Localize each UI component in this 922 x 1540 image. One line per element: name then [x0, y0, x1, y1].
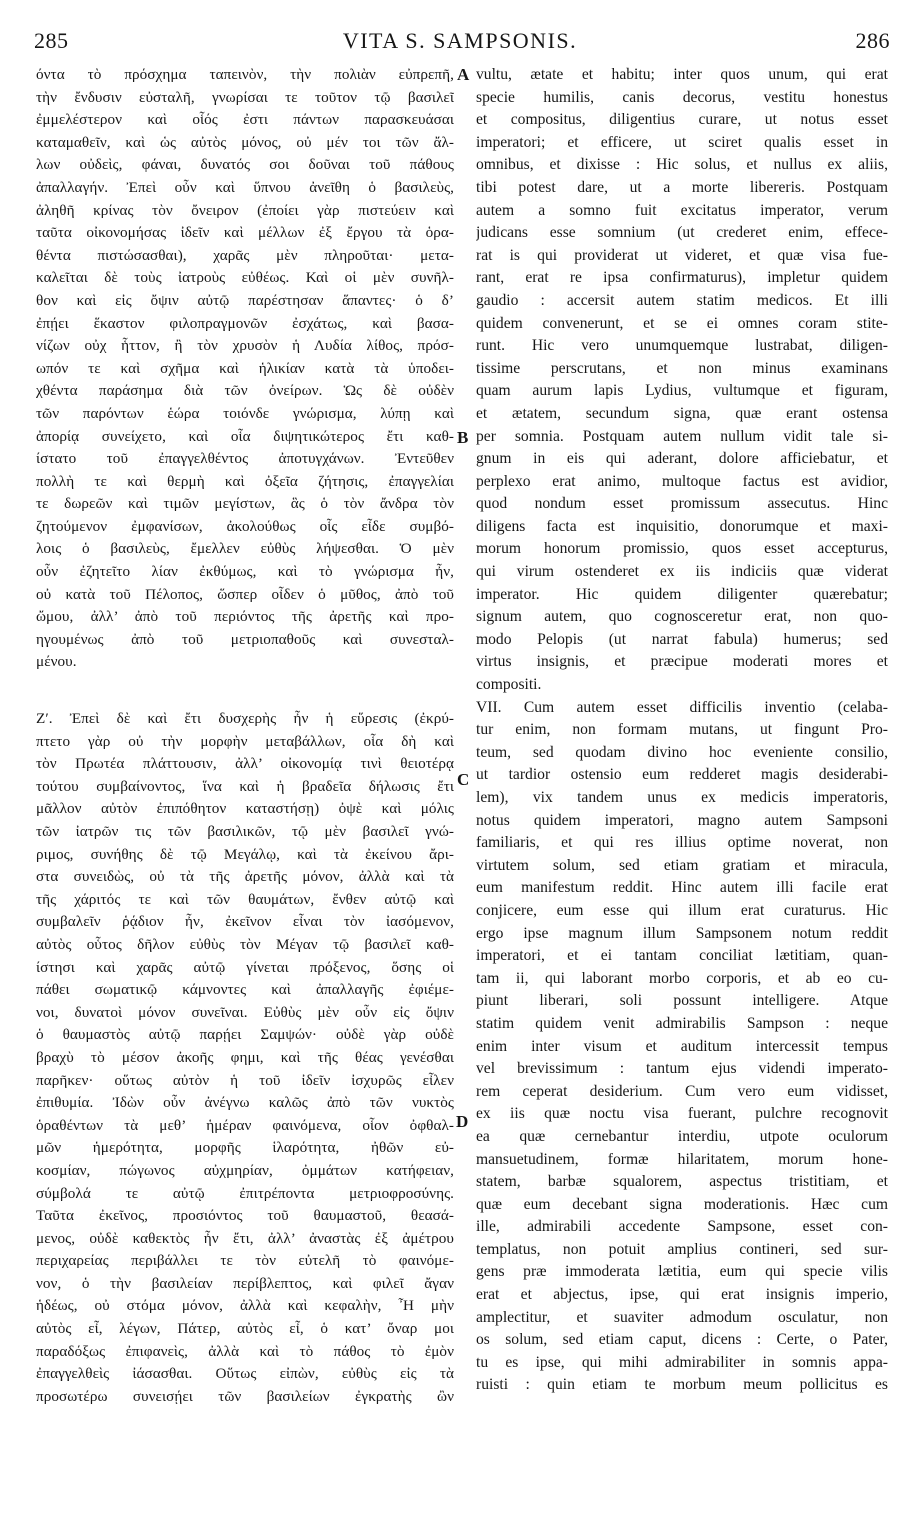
text-line: gens præ immoderata lætitia, eum qui specie vilis: [476, 1263, 888, 1281]
text-line: τῆς χάριτός τε καὶ τῶν θαυμάτων, ἔνθεν αὐτῷ καὶ: [36, 890, 454, 908]
text-line: ruisti : quin etiam te morbum meum pollicitus es: [476, 1376, 888, 1394]
text-line: lem), vix tandem unus ex medicis imperatoris,: [476, 789, 888, 806]
text-line: tu es ipse, qui mihi admirabiliter in somnis appa-: [476, 1353, 888, 1371]
text-line: ριμος, συνήθης δὲ τῷ Μεγάλῳ, καὶ τὰ ἐκείνου ἄρι-: [36, 845, 454, 863]
text-line: gaudio : accersit autem statim medicos. Et illi: [476, 291, 888, 309]
text-line: quidem convenerunt, et se ei omnes coram stite-: [476, 314, 888, 332]
text-line: runt. Hic vero unumquemque lustrabat, diligen-: [476, 337, 888, 355]
text-line: τούτου συμβαίνοντος, ἵνα καὶ ἡ βραδεῖα δήλωσις ἔτι: [36, 777, 454, 795]
text-line: amplectitur, et suaviter admodum osculatur, non: [476, 1308, 888, 1326]
text-line: rat is qui providerat ut videret, et quæ visa fue-: [476, 246, 888, 264]
text-line: vultu, ætate et habitu; inter quos unum, qui erat: [476, 66, 888, 83]
text-line: compositi.: [476, 676, 542, 694]
page-number-left: 285: [34, 28, 69, 53]
text-line: specie humilis, canis decorus, vestitu honestus: [476, 88, 888, 106]
text-line: quam aurum lapis Lydius, vultumque et figuram,: [476, 382, 888, 400]
text-line: θον καὶ εἰς ὄψιν αὐτῷ παρέστησαν ἅπαντες· ὁ δ’: [36, 291, 454, 309]
text-line: judicans esse somnium (ut crederet enim, effece-: [476, 224, 888, 242]
text-line: ταῦτα οἰκονομήσας ἰδεῖν καὶ μέλλων ἐξ ἔργου τὰ ὁρα-: [36, 224, 454, 242]
text-line: αὐτὸς οὗτος δῆλον εὐθὺς τὸν Μέγαν τῷ βασιλεῖ καθ-: [36, 935, 454, 953]
text-line: imperatori; et efficere, ut sciret qualis esset in: [476, 133, 888, 151]
text-line: erat et abjectus, ipse, qui erat insignis imperio,: [476, 1286, 888, 1304]
text-line: qui virum ostenderet ex iis indiciis quæ viderat: [476, 563, 888, 581]
text-line: ἐπαγγελθεὶς ἰάσασθαι. Οὕτως εἰπὼν, εὐθὺς εἰς τὰ: [36, 1365, 454, 1383]
text-line: ὁ θαυμαστὸς αὐτῷ παρῄει Σαμψών· οὐδὲ γὰρ οὐδὲ: [36, 1026, 454, 1044]
text-line: signum autem, quo cognosceretur erat, non quo-: [476, 608, 888, 626]
text-line: ex iis quæ noctu visa fuerant, pulchre recognovit: [476, 1105, 888, 1123]
text-line: perplexo erat animo, multoque factus est avidior,: [476, 472, 888, 490]
text-line: αὐτὸς εἶ, λέγων, Πάτερ, αὐτὸς εἶ, ὁ κατ’ ὄναρ μοι: [36, 1320, 454, 1338]
text-line: rem ceperat desiderium. Cum vero eum vidisset,: [476, 1082, 888, 1100]
text-line: eum manifestum reddit. Hinc autem illi facile erat: [476, 879, 888, 897]
text-line: notus quidem imperatori, magno autem Sampsoni: [476, 811, 888, 829]
text-line: rant, erat re ipsa confirmaturus), impletur quidem: [476, 269, 888, 287]
text-line: autem a somno fuit excitatus imperator, verum: [476, 201, 888, 219]
text-line: omnibus, et dixisse : Hic solus, et nullus ex aliis,: [476, 156, 888, 174]
text-line: πτετο γὰρ οὐ τὴν μορφὴν μεταβάλλων, οἷα δὴ καὶ: [36, 732, 454, 750]
text-line: ηγουμένως ἀπὸ τοῦ μετριοπαθοῦς καὶ συνεσταλ-: [36, 630, 454, 648]
text-line: τὴν ἔνδυσιν εὐσταλῆ, γνωρίσαι τε τοῦτον τῷ βασιλεῖ: [36, 88, 454, 106]
margin-marker-c: C: [457, 770, 470, 789]
text-line: mansuetudinem, formæ hilaritatem, morum hone-: [476, 1150, 888, 1168]
text-line: ergo ipse magnum illum Sampsonem notum reddit: [476, 924, 888, 942]
text-line: modo Pelopis (ut narrat fabula) humerus; sed: [476, 630, 888, 648]
text-line: ille, admirabili accedente Sampsone, esset con-: [476, 1218, 888, 1236]
text-line: et compositus, diligentius curare, ut notus esset: [476, 111, 888, 129]
text-line: diligens facta est inquisitio, donorumque et maxi-: [476, 517, 888, 535]
text-line: συμβαλεῖν ῥᾴδιον ἦν, ἐκεῖνον εἶναι τὸν ἰασόμενον,: [36, 913, 454, 931]
latin-paragraph-2: [476, 697, 888, 1397]
text-line: statim quidem venit admirabilis Sampson : neque: [476, 1014, 888, 1032]
text-line: ἡδέως, οὐ στόμα μόνον, ἀλλὰ καὶ κεφαλὴν, Ἦ μὴν: [36, 1297, 454, 1315]
text-line: ίστησι καὶ χαρᾶς αὐτῷ γίνεται πρόξενος, ὅσης οἱ: [36, 958, 454, 976]
text-line: πολλὴ τε καὶ θερμὴ καὶ ὀξεῖα ζήτησις, ἐπαγγελίαι: [36, 472, 454, 490]
text-line: quod nondum esset promissum assecutus. Hinc: [476, 495, 888, 513]
text-line: τῶν ἰατρῶν τις τῶν βασιλικῶν, τῷ μὲν βασιλεῖ γνώ-: [36, 823, 454, 840]
text-line: καλεῖται δὲ τοὺς ἰατροὺς εὐθέως. Καὶ οἱ μὲν συνῆλ-: [36, 269, 454, 287]
text-line: templatus, non potuit amplius contineri, sed sur-: [476, 1240, 888, 1258]
text-line: πάθει σωματικῷ κάμνοντες καὶ ἀπαλλαγῆς ἐφιέμε-: [36, 981, 454, 999]
text-line: τὸν Πρωτέα πλάττουσιν, ἀλλ’ οἰκονομίᾳ τινὶ θειοτέρᾳ: [36, 755, 454, 773]
text-line: στα συνειδὼς, οὐ τὰ τῆς ἀρετῆς μόνον, ἀλλὰ καὶ τὰ: [36, 868, 454, 886]
text-line: λων οὐδεὶς, φάναι, δυνατός σοι δοῦναι τοῦ πάθους: [36, 156, 454, 174]
text-line: gnum in eis qui aderant, dolore afficiebatur, et: [476, 450, 888, 468]
greek-paragraph-2: [36, 708, 454, 1408]
text-line: όντα τὸ πρόσχημα ταπεινὸν, τὴν πολιὰν εὐπρεπῆ,: [36, 66, 454, 83]
text-line: tibi potest dare, ut a morte libereris. Postquam: [476, 178, 888, 196]
text-line: ὁραθέντων τὰ μεθ’ ἡμέραν φαινόμενα, οἷον ὀφθαλ-: [36, 1116, 454, 1134]
text-line: per somnia. Postquam autem nullum vidit tale si-: [476, 427, 888, 445]
paragraph-gap: [36, 674, 454, 708]
text-line: σύμβολά τε αὐτῷ ἐπιτρέποντα μετριοφροσύνης.: [36, 1184, 454, 1202]
text-line: οὖν ἐζητεῖτο λίαν ἐκθύμως, καὶ τὸ γνώρισμα ἦν,: [36, 563, 454, 581]
text-line: imperator. Hic quidem diligenter quærebatur;: [476, 585, 888, 603]
text-line: ea quæ cernebantur interdiu, utpote oculorum: [476, 1127, 888, 1145]
text-line: tam ii, qui laborant morbo corporis, et ab eo cu-: [476, 969, 888, 987]
text-line: βραχὺ τὸ μέσον ἀκοῆς φημι, καὶ τῆς θέας γενέσθαι: [36, 1048, 454, 1066]
text-line: μῶν ἡμερότητα, μορφῆς ἱλαρότητα, ἠθῶν εὐ-: [36, 1139, 454, 1157]
text-line: νίζων οὐχ ἧττον, ἢ τὸν χρυσὸν ἡ Λυδία λίθος, πρόσ-: [36, 337, 454, 355]
text-line: παρῆκεν· οὕτως αὐτὸν ἡ τοῦ ἰδεῖν ἰσχυρῶς εἶλεν: [36, 1071, 454, 1089]
text-line: τῶν παρόντων ἑώρα τοιόνδε γνώρισμα, λύπῃ καὶ: [36, 404, 454, 422]
text-line: ἀληθῆ κρίνας τὸν ὄνειρον (ἐποίει γὰρ πιστεύειν καὶ: [36, 201, 454, 219]
text-line: Ζ′. Ἐπεὶ δὲ καὶ ἔτι δυσχερὴς ἦν ἡ εὕρεσις (ἐκρύ-: [36, 710, 454, 728]
text-line: ἐπιθυμία. Ἰδὼν οὖν ἀνέγνω καλῶς ἀπὸ τῶν νυκτὸς: [36, 1094, 454, 1112]
text-line: ἐπῄει ἕκαστον φιλοπραγμονῶν ἐσχάτως, καὶ βασα-: [36, 314, 454, 332]
text-line: μᾶλλον αὐτὸν ἐπιπόθητον καταστήσῃ) ὀψὲ καὶ μόλις: [36, 800, 454, 818]
text-line: familiaris, et qui res illius optime noverat, non: [476, 834, 888, 852]
text-line: et ætatem, secundum signa, quæ erant ostensa: [476, 404, 888, 422]
text-line: ὤμου, ἀλλ’ ἀπὸ τοῦ περιόντος τῆς ἀρετῆς καὶ προ-: [36, 608, 454, 626]
page-number-right: 286: [855, 28, 890, 53]
greek-paragraph-1: [36, 64, 454, 674]
text-line: ἐμμελέστερον καὶ οἷός ἐστι πάντων παρασκευάσαι: [36, 111, 454, 129]
margin-marker-b: B: [457, 428, 469, 447]
margin-marker-d: D: [456, 1112, 469, 1131]
text-line: ἀπορίᾳ συνείχετο, καὶ οἷα διψητικώτερος ἔτι καθ-: [36, 427, 454, 445]
text-line: ίστατο τοῦ ἐπαγγελθέντος ἀποτυγχάνων. Ἐντεῦθεν: [36, 450, 454, 468]
text-line: virtutem solum, sed etiam gratiam et miracula,: [476, 856, 888, 874]
text-line: περιχαρείας περιβάλλει τε τὸν εὐτελῆ τὸ φαινόμε-: [36, 1252, 454, 1270]
text-line: θέντα πιστώσασθαι), χαρᾶς μὲν πληροῦται· μετα-: [36, 246, 454, 264]
text-line: ἀπαλλαγήν. Ἐπεὶ οὖν καὶ ὕπνου ἀνεῖθη ὁ βασιλεὺς,: [36, 178, 454, 196]
text-line: ζητούμενον ἐμφανίσων, ἀκολούθως οἷς εἶδε συμβό-: [36, 517, 454, 535]
text-line: morum honorum promissio, quos esset accepturus,: [476, 540, 888, 558]
text-line: προσωτέρω συνεισῄει τῶν βασιλείων ἐγκρατὴς ὢν: [36, 1387, 454, 1405]
text-line: quæ eum decebant signa moderationis. Hæc cum: [476, 1195, 888, 1213]
text-line: VII. Cum autem esset difficilis inventio (celaba-: [476, 698, 888, 716]
text-line: κοσμίαν, πώγωνος αὐχμηρίαν, ὀμμάτων κατήφειαν,: [36, 1161, 454, 1179]
margin-marker-a: A: [457, 65, 470, 84]
text-line: tur enim, non formam mutans, ut fingunt Pro-: [476, 721, 888, 739]
latin-paragraph-1: [476, 64, 888, 697]
text-line: tissime perscrutans, et non minus examinans: [476, 359, 888, 377]
page-header: [28, 22, 892, 62]
text-line: statem, barbæ squalorem, aspectus tristitiam, et: [476, 1173, 888, 1191]
text-line: enim inter visum et auditum intercessit tempus: [476, 1037, 888, 1055]
running-title: VITA S. SAMPSONIS.: [342, 28, 578, 53]
text-line: teum, sed quodam divino hoc eveniente consilio,: [476, 743, 888, 761]
text-line: τε δωρεῶν καὶ τιμῶν μεγίστων, ἃς ὁ τὸν ἄνδρα τὸν: [36, 495, 454, 513]
greek-column: [36, 64, 454, 1408]
text-line: χθέντα παράσημα διὰ τῶν ὀνείρων. Ὡς δὲ οὐδὲν: [36, 382, 454, 400]
text-line: παραδόξως ἐπιφανεὶς, ἀλλὰ καὶ τὸ πάθος τὸ ἐμὸν: [36, 1342, 454, 1360]
text-line: ωπόν τε καὶ σχῆμα καὶ ἡλικίαν κατὰ τὰ ὑποδει-: [36, 359, 454, 377]
text-line: vel brevissimum : tantum ejus videndi imperato-: [476, 1060, 888, 1078]
text-line: virtus insignis, et præcipue moderati mores et: [476, 653, 888, 671]
text-line: Ταῦτα ἐκεῖνος, προσιόντος τοῦ θαυμαστοῦ, θεασά-: [36, 1207, 454, 1225]
text-line: μενος, οὐδὲ καθεκτὸς ἦν ἔτι, ἀλλ’ ἀναστὰς ἐξ ἀμέτρου: [36, 1229, 454, 1247]
text-line: piunt liberari, soli possunt intelligere. Atque: [476, 992, 888, 1010]
text-line: λοις ὁ βασιλεὺς, ἔμελλεν εὐθὺς λήψεσθαι. Ὁ μὲν: [36, 540, 454, 558]
text-line: καταμαθεῖν, καὶ ὡς αὐτὸς μόνος, οὐ μέν τοι τῶν ἄλ-: [36, 133, 454, 151]
text-line: imperatori, et ei tantam conciliat lætitiam, quan-: [476, 947, 888, 965]
text-line: νον, ὁ τὴν βασιλείαν περίβλεπτος, καὶ φιλεῖ ἄγαν: [36, 1274, 454, 1292]
text-line: νοι, δυνατοὶ μόνον συνεῖναι. Εὐθὺς μὲν οὖν εἰς ὄψιν: [36, 1003, 454, 1021]
text-line: ut tardior ostensio eum redderet magis desiderabi-: [476, 766, 888, 784]
text-line: οὐ κατὰ τοῦ Πέλοπος, ὥσπερ οἶδεν ὁ μῦθος, ἀπὸ τοῦ: [36, 585, 454, 603]
text-line: μένου.: [36, 653, 77, 671]
text-line: os solum, sed etiam caput, dicens : Certe, o Pater,: [476, 1331, 888, 1349]
text-line: conjicere, eum esse qui illum erat curaturus. Hic: [476, 901, 888, 919]
latin-column: [476, 64, 888, 1397]
